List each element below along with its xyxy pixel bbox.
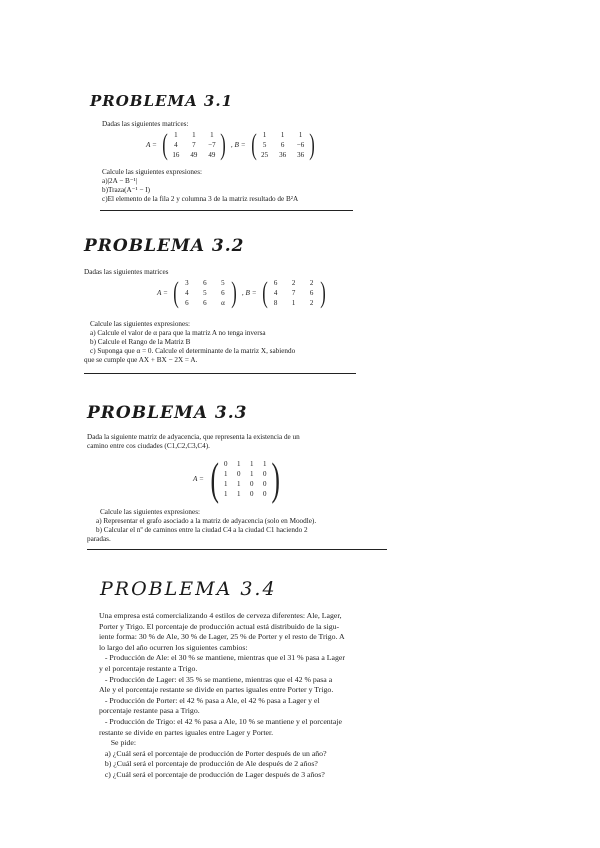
matrix-cell: 5 (262, 140, 267, 149)
question-line: y el porcentaje restante a Trigo. (99, 663, 198, 673)
problem-questions (102, 168, 298, 204)
matrix-cell: 4 (273, 288, 278, 297)
matrix-cell: 1 (250, 459, 254, 468)
question-line: Porter y Trigo. El porcentaje de producción actual está distribuido de la sigu- (99, 621, 340, 631)
question-line: a) Representar el grafo asociado a la matriz de adyacencia (solo en Moodle). (96, 517, 317, 525)
matrix-cell: 2 (309, 298, 314, 307)
question-line: Ale y el porcentaje restante se divide en partes iguales entre Porter y Trigo. (99, 685, 334, 695)
matrix-cell: 7 (192, 140, 196, 149)
problem-3-2 (84, 236, 245, 256)
matrix-cell: 1 (224, 489, 228, 498)
divider (100, 210, 353, 211)
matrix-cell: 1 (224, 469, 228, 478)
matrix-cell: 49 (208, 150, 216, 159)
matrix-cell: 0 (263, 489, 267, 498)
matrix-equation (143, 130, 317, 160)
matrix-cell: 1 (210, 130, 214, 139)
matrix-b-cells (259, 131, 307, 160)
question-line: b) ¿Cuál será el porcentaje de producción de Ale después de 2 años? (99, 759, 318, 769)
matrix-equation (154, 278, 328, 308)
question-line: lo largo del año ocurren los siguientes cambios: (99, 642, 248, 652)
matrix-b: ( 1 1 1 5 6 −6 25 36 36 ) (250, 128, 315, 161)
matrix-cell: 6 (203, 278, 207, 287)
matrix-cell: 1 (237, 489, 241, 498)
matrix-cell: α (221, 298, 225, 307)
question-line: a) ¿Cuál será el porcentaje de producción de Porter después de un año? (99, 748, 327, 758)
question-line: porcentaje restante pasa a Trigo. (99, 706, 200, 716)
matrix-cell: 0 (263, 479, 267, 488)
problem-questions (99, 611, 345, 781)
matrix-cell: 6 (280, 140, 285, 149)
matrix-cell: 1 (174, 130, 178, 139)
matrix-cell: 1 (262, 130, 267, 139)
divider (84, 373, 356, 374)
question-line: a) Calcule el valor de α para que la matriz A no tenga inversa (90, 329, 266, 337)
question-line: b) Calcule el Rango de la Matriz B (90, 338, 191, 346)
matrix-cell: 1 (237, 479, 241, 488)
problem-intro: Dadas las siguientes matrices (84, 268, 169, 276)
intro-line: Dada la siguiente matriz de adyacencia, que representa la existencia de un (87, 433, 300, 441)
matrix-cell: 6 (309, 288, 314, 297)
matrix-cell: 25 (261, 150, 269, 159)
problem-3-4 (100, 578, 277, 600)
matrix-cell: 8 (273, 298, 278, 307)
question-line: Calcule las siguientes expresiones: (102, 168, 203, 176)
question-line: Una empresa está comercializando 4 estilos de cerveza diferentes: Ale, Lager, (99, 611, 342, 620)
matrix-a-label: A = (157, 289, 168, 297)
matrix-cell: 36 (279, 150, 287, 159)
intro-line: camino entre cos ciudades (C1,C2,C3,C4). (87, 442, 210, 450)
matrix-cell: 5 (221, 278, 225, 287)
question-line: a)|2A − B⁻¹| (102, 177, 138, 185)
matrix-cell: 36 (297, 150, 305, 159)
question-line: b)Traza(A⁻¹ − I) (102, 186, 151, 194)
question-line: c) Suponga que α = 0. Calcule el determinante de la matriz X, sabiendo (90, 347, 296, 355)
matrix-a: ( 1 1 1 4 7 −7 16 49 49 ) (162, 128, 226, 161)
question-line: Se pide: (99, 738, 137, 748)
matrix-cell: 16 (172, 150, 180, 159)
question-line: c) ¿Cuál será el porcentaje de producción de Lager después de 3 años? (99, 769, 325, 779)
matrix-cell: −7 (208, 140, 216, 149)
matrix-a-label: A = (193, 475, 204, 483)
matrix-cell: 1 (224, 479, 228, 488)
matrix-cell: 1 (237, 459, 241, 468)
question-line: - Producción de Trigo: el 42 % pasa a Ale, 10 % se mantiene y el porcentaje (99, 716, 342, 726)
matrix-b-label: , B = (230, 141, 246, 149)
divider (87, 549, 387, 550)
matrix-cell: 5 (203, 288, 207, 297)
matrix-cell: 6 (221, 288, 225, 297)
problem-questions (87, 508, 317, 544)
matrix-cell: 7 (291, 288, 296, 297)
matrix-b-cells (270, 279, 318, 308)
question-line: Calcule las siguientes expresiones: (100, 508, 201, 516)
problem-title: PROBLEMA 3.3 (87, 403, 248, 423)
problem-intro: Dadas las siguientes matrices: (102, 120, 189, 128)
question-line: - Producción de Ale: el 30 % se mantiene, mientras que el 31 % pasa a Lager (99, 653, 345, 663)
matrix-a-cells (170, 131, 218, 160)
matrix-cell: 1 (263, 459, 267, 468)
matrix-cell: 6 (185, 298, 189, 307)
question-line: paradas. (87, 535, 111, 543)
matrix-cell: 0 (250, 489, 254, 498)
problem-title: PROBLEMA 3.1 (90, 92, 234, 110)
question-line: que se cumple que AX + BX − 2X = A. (84, 356, 198, 364)
question-line: restante se divide en partes iguales entre Lager y Porter. (99, 727, 274, 737)
problem-intro (87, 433, 300, 451)
problem-title: PROBLEMA 3.4 (100, 578, 277, 600)
matrix-cell: 6 (203, 298, 207, 307)
matrix-cell: −6 (296, 140, 305, 149)
matrix-a: ( 3 6 5 4 5 6 6 6 α ) (173, 276, 237, 309)
question-line: iente forma: 30 % de Ale, 30 % de Lager, 25 % de Porter y el resto de Trigo. A (99, 632, 345, 642)
matrix-b: ( 6 2 2 4 7 6 8 1 2 ) (261, 276, 326, 309)
matrix-cell: 49 (190, 150, 198, 159)
question-line: Calcule las siguientes expresiones: (90, 320, 191, 328)
problem-3-3 (87, 403, 248, 423)
matrix-cell: 4 (174, 140, 178, 149)
matrix-a-cells (222, 460, 268, 499)
matrix-cell: 0 (250, 479, 254, 488)
matrix-cell: 0 (224, 459, 228, 468)
question-line: b) Calcular el nº de caminos entre la ciudad C4 a la ciudad C1 haciendo 2 (96, 526, 308, 534)
matrix-cell: 0 (237, 469, 241, 478)
matrix-cell: 1 (291, 298, 296, 307)
matrix-cell: 1 (280, 130, 285, 139)
matrix-cell: 1 (192, 130, 196, 139)
matrix-cell: 3 (185, 278, 189, 287)
question-line: c)El elemento de la fila 2 y columna 3 de la matriz resultado de B²A (102, 195, 299, 203)
matrix-cell: 1 (298, 130, 303, 139)
question-line: - Producción de Porter: el 42 % pasa a Ale, el 42 % pasa a Lager y el (99, 695, 320, 705)
matrix-a-cells (181, 279, 229, 308)
problem-questions (84, 320, 296, 365)
matrix-cell: 0 (263, 469, 267, 478)
problem-title: PROBLEMA 3.2 (84, 236, 245, 256)
matrix-a: ( 0 1 1 1 1 0 1 0 1 1 0 0 1 1 0 0 ) (210, 453, 281, 504)
matrix-cell: 6 (273, 278, 278, 287)
matrix-cell: 2 (309, 278, 314, 287)
problem-3-1 (90, 92, 370, 110)
matrix-cell: 4 (185, 288, 189, 297)
question-line: - Producción de Lager: el 35 % se mantiene, mientras que el 42 % pasa a (99, 674, 333, 684)
matrix-cell: 1 (250, 469, 254, 478)
matrix-equation (190, 453, 284, 504)
matrix-a-label: A = (146, 141, 157, 149)
matrix-b-label: , B = (241, 289, 257, 297)
matrix-cell: 2 (291, 278, 296, 287)
